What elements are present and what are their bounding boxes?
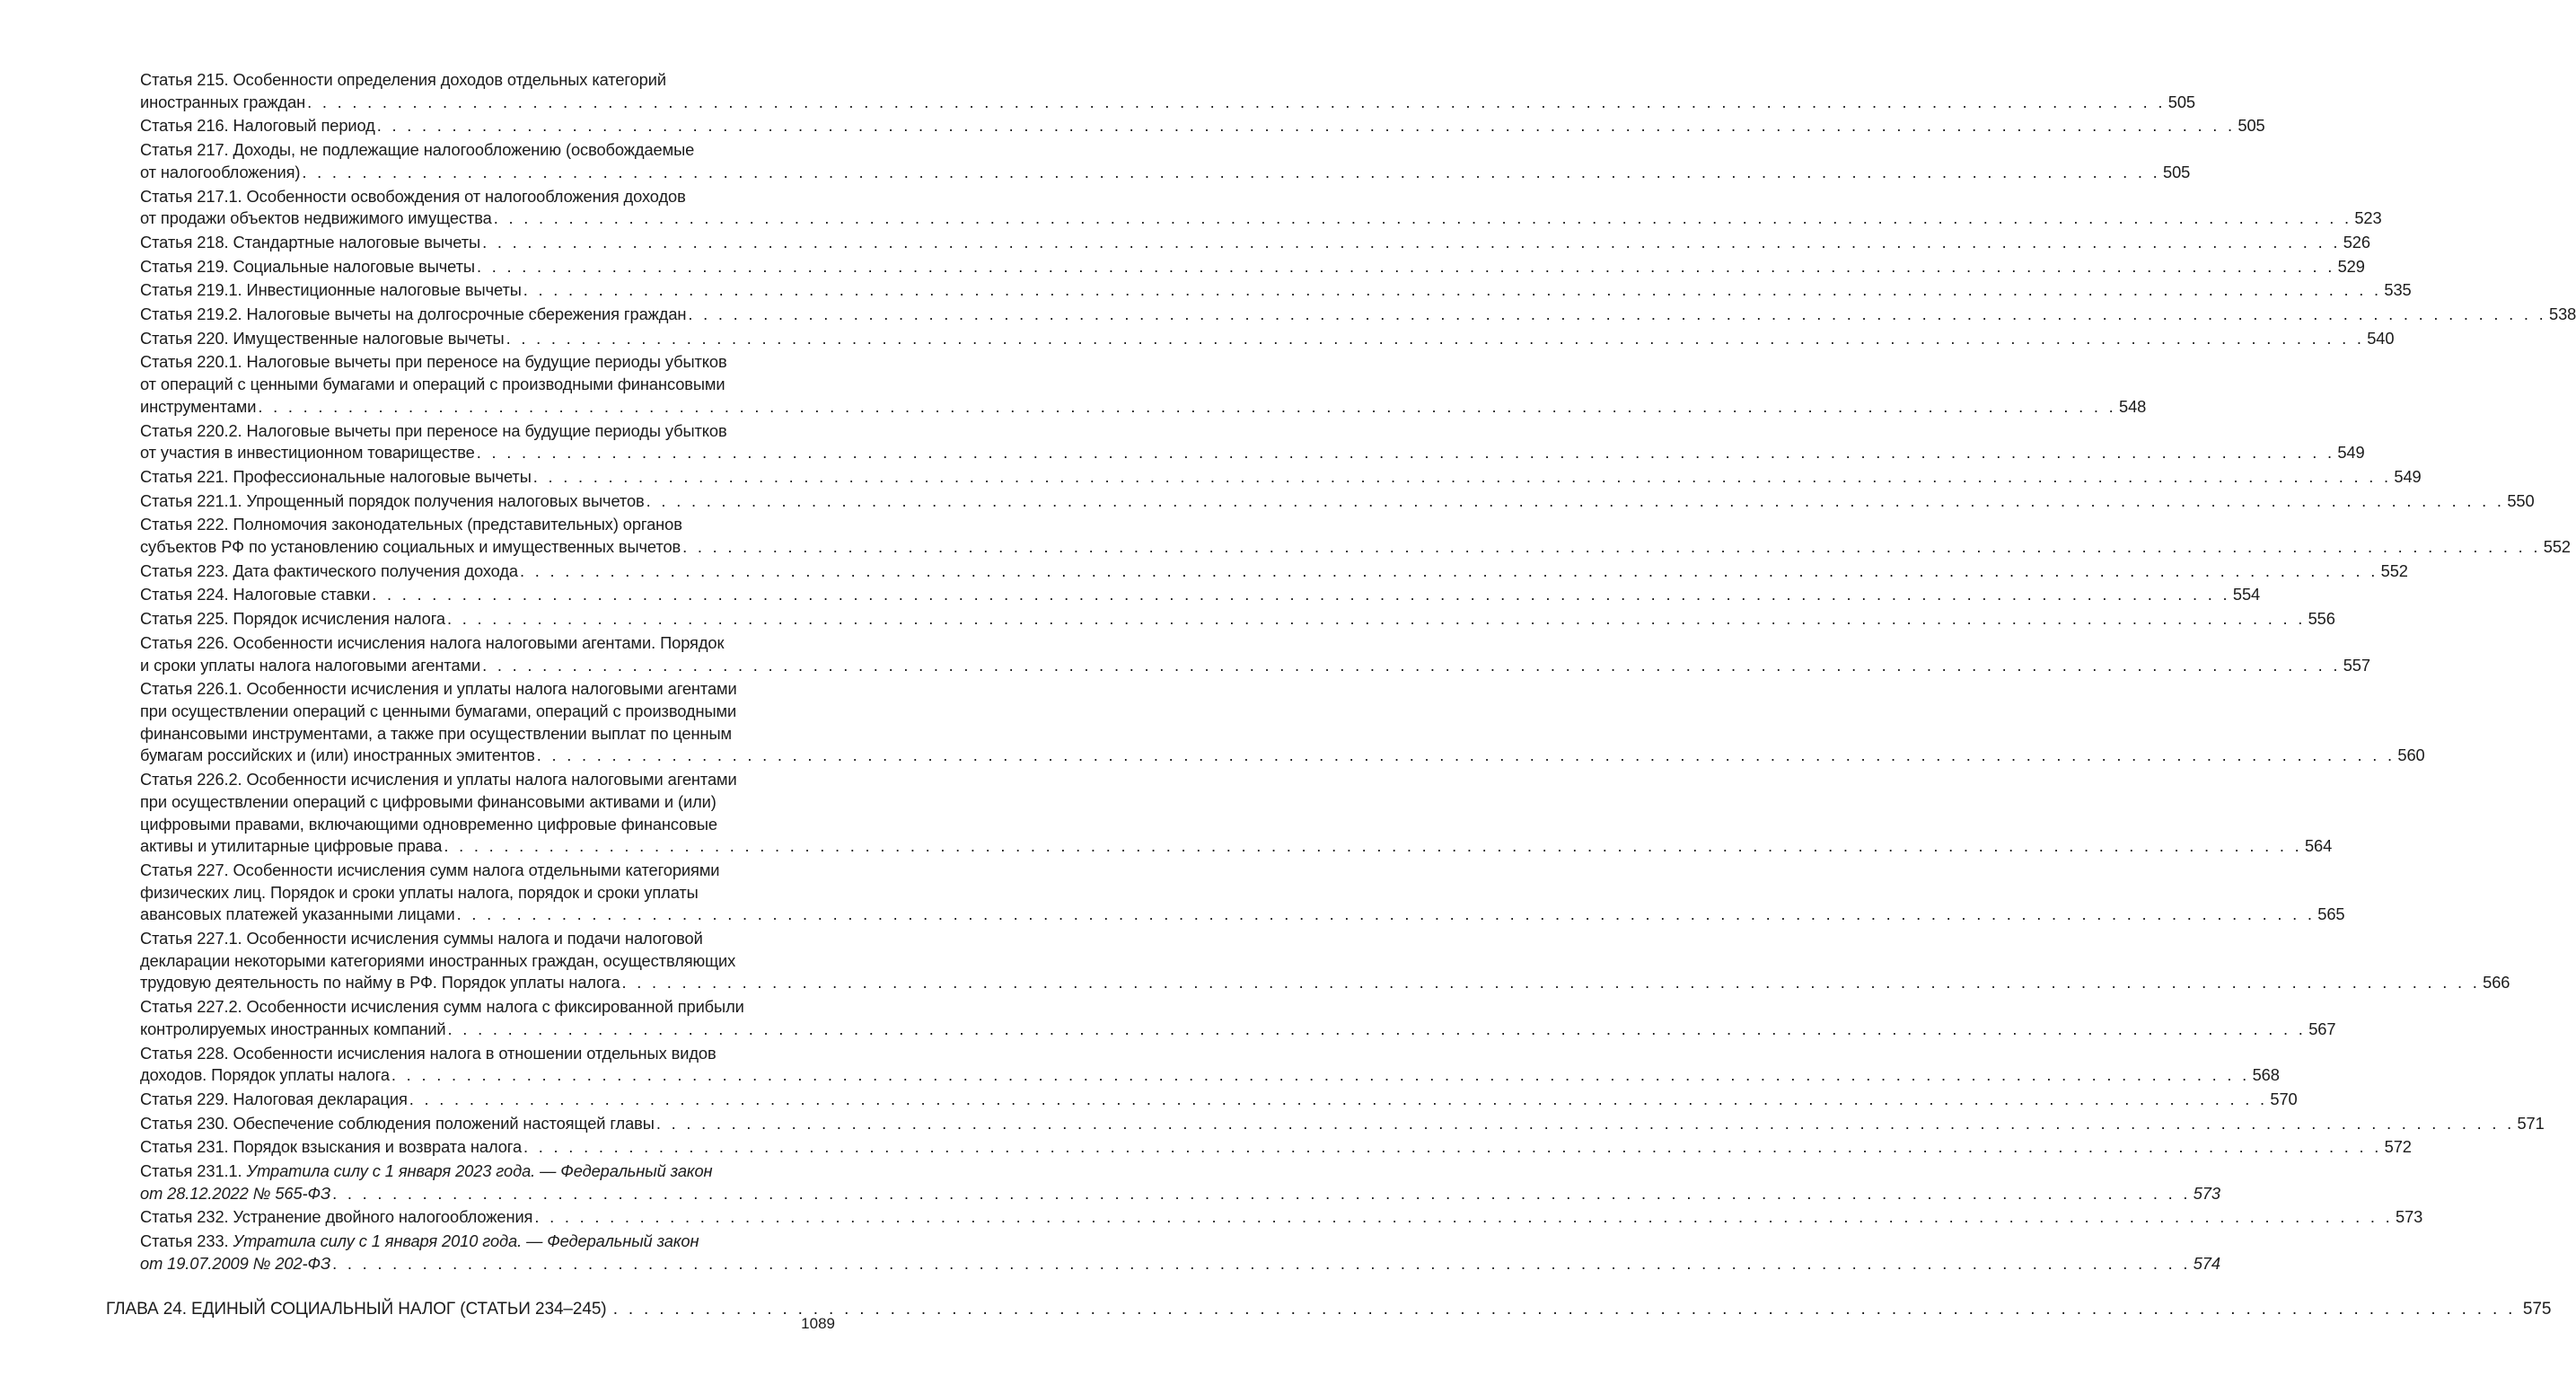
page-ref: 529 [2337, 256, 2365, 276]
page-ref: 566 [2483, 973, 2510, 993]
article-label: Статья 220. [140, 328, 229, 348]
page-ref: 573 [2396, 1207, 2423, 1227]
article-title: Особенности исчисления налога налоговыми агентами. Порядок [233, 632, 725, 652]
toc-line-text [140, 724, 732, 743]
article-title: авансовых платежей указанными лицами [140, 904, 455, 924]
toc-entry[interactable] [106, 584, 2261, 606]
page-ref: 572 [2384, 1137, 2412, 1157]
page-ref: 549 [2394, 466, 2422, 486]
chapter-page-number: 575 [2522, 1300, 2552, 1319]
toc-line-text [140, 187, 686, 206]
dot-leader [391, 1065, 2250, 1084]
article-title: Социальные налоговые вычеты [233, 256, 475, 276]
article-label: Статья 228. [140, 1043, 229, 1063]
toc-line [140, 1136, 2412, 1159]
page-ref: 505 [2238, 116, 2265, 136]
toc-line-text [140, 1137, 522, 1156]
toc-entry[interactable] [106, 139, 2191, 183]
toc-line-text [140, 140, 694, 159]
page-ref: 523 [2354, 208, 2382, 228]
toc-line [140, 928, 835, 950]
dot-leader [613, 1300, 2516, 1319]
toc-line [140, 1064, 2280, 1087]
dot-leader [258, 397, 2116, 416]
toc-entry[interactable] [106, 279, 2412, 302]
toc-line [140, 814, 835, 836]
dot-leader [409, 1090, 2268, 1108]
article-title: Утратила силу с 1 января 2023 года. — Федеральный закон [246, 1161, 713, 1181]
article-title: Особенности исчисления суммы налога и подачи налоговой [246, 929, 703, 948]
toc-entry[interactable] [106, 632, 2370, 676]
toc-entry[interactable] [106, 1113, 2545, 1135]
toc-line [140, 1160, 835, 1183]
toc-entry[interactable] [106, 608, 2335, 631]
article-label: Статья 219.2. [140, 304, 242, 324]
toc-line [140, 207, 2382, 230]
toc-line [140, 466, 2422, 489]
article-label: Статья 229. [140, 1089, 229, 1108]
article-title: Имущественные налоговые вычеты [233, 328, 505, 348]
article-title: трудовую деятельность по найму в РФ. Порядок уплаты налога [140, 973, 620, 993]
toc-line [140, 723, 835, 746]
article-title: цифровыми правами, включающими одновременно цифровые финансовые [140, 814, 717, 834]
toc-line-text [140, 116, 375, 135]
toc-line-text [140, 585, 370, 604]
dot-leader [332, 1184, 2191, 1203]
chapter-entry[interactable] [106, 1299, 2552, 1321]
article-title: Особенности исчисления сумм налога отдельными категориями [233, 860, 720, 879]
toc-line [140, 678, 835, 701]
toc-line-text [140, 537, 681, 556]
article-label: Статья 225. [140, 609, 229, 629]
toc-entry[interactable] [106, 1160, 2220, 1204]
dot-leader [523, 280, 2382, 299]
page-ref: 505 [2163, 162, 2191, 181]
toc-line-text [140, 973, 620, 992]
toc-line [140, 904, 2345, 926]
toc-line [140, 256, 2365, 278]
toc-line-text [140, 997, 744, 1016]
toc-line [140, 162, 2191, 184]
dot-leader [307, 93, 2166, 111]
page-ref: 548 [2119, 396, 2147, 416]
toc-line [140, 701, 835, 723]
toc-line [140, 442, 2365, 464]
article-title: Порядок взыскания и возврата налога [233, 1137, 523, 1157]
article-title: бумагам российских и (или) иностранных эмитентов [140, 746, 535, 765]
toc-line-text [140, 792, 717, 811]
dot-leader [377, 116, 2236, 135]
article-title: декларации некоторыми категориями иностранных граждан, осуществляющих [140, 950, 736, 970]
dot-leader [444, 836, 2302, 855]
article-title: Упрощенный порядок получения налоговых вычетов [246, 490, 645, 510]
toc-line [140, 1183, 2220, 1205]
page-ref: 535 [2384, 280, 2412, 300]
toc-line-text [140, 70, 666, 89]
dot-leader [688, 304, 2546, 323]
page-ref: 574 [2193, 1253, 2220, 1273]
article-title: Инвестиционные налоговые вычеты [246, 280, 522, 300]
toc-line-text [140, 860, 719, 879]
toc-entry[interactable] [106, 351, 2147, 418]
toc-line [140, 655, 2370, 677]
dot-leader [622, 973, 2481, 992]
toc-entry[interactable] [106, 678, 2425, 767]
dot-leader [682, 537, 2541, 556]
toc-line-text [140, 1114, 655, 1133]
toc-line-text [140, 883, 699, 902]
dot-leader [372, 585, 2230, 604]
toc-line [140, 608, 2335, 631]
article-label: Статья 217. [140, 140, 229, 160]
article-label: Статья 226.1. [140, 679, 242, 699]
page-ref: 567 [2308, 1019, 2336, 1038]
article-title: Налоговая декларация [233, 1089, 408, 1108]
toc-line [140, 769, 835, 791]
toc-line [140, 351, 835, 374]
article-label: Статья 231. [140, 1137, 229, 1157]
article-label: Статья 219.1. [140, 280, 242, 300]
toc-line-text [140, 1044, 717, 1063]
article-title: Налоговые вычеты при переносе на будущие периоды убытков [246, 420, 727, 440]
page-number: 1089 [801, 1315, 835, 1332]
page-ref: 550 [2507, 490, 2535, 510]
toc-line-text [140, 1254, 330, 1273]
toc-line-text [140, 421, 727, 440]
toc-entry[interactable] [106, 420, 2365, 464]
dot-leader [302, 163, 2160, 181]
article-title: от операций с ценными бумагами и операций с производными финансовыми [140, 375, 725, 394]
article-title: при осуществлении операций с цифровыми финансовыми активами и (или) [140, 791, 717, 811]
toc-line-text [140, 515, 682, 534]
toc-entry[interactable] [106, 490, 2535, 513]
toc-line-text [140, 1184, 330, 1203]
toc-line-text [140, 280, 522, 299]
toc-line-text [140, 163, 300, 181]
page-ref: 538 [2549, 304, 2576, 324]
article-title: Полномочия законодательных (представительных) органов [233, 515, 682, 534]
page-ref: 505 [2167, 92, 2195, 111]
dot-leader [477, 443, 2335, 462]
chapter-line [106, 1299, 2552, 1321]
article-title: Особенности освобождения от налогообложения доходов [246, 186, 686, 206]
article-title: Утратила силу с 1 января 2010 года. — Федеральный закон [233, 1231, 699, 1251]
dot-leader [332, 1254, 2191, 1273]
toc-line [140, 745, 2425, 767]
toc-line-text [140, 257, 475, 276]
toc-line-text [140, 904, 455, 923]
toc-line-text [140, 1065, 390, 1084]
article-title: от участия в инвестиционном товариществе [140, 443, 475, 463]
dot-leader [482, 656, 2341, 675]
article-label: Статья 219. [140, 256, 229, 276]
article-label: Статья 218. [140, 232, 229, 251]
toc-line [140, 882, 835, 904]
dot-leader [506, 329, 2365, 348]
toc-line-text [140, 633, 724, 652]
article-label: Статья 221. [140, 466, 229, 486]
article-title: от налогообложения) [140, 162, 301, 181]
page-ref: 540 [2367, 328, 2395, 348]
article-title: субъектов РФ по установлению социальных и имущественных вычетов [140, 537, 681, 557]
toc-entry[interactable] [106, 232, 2370, 254]
toc-entry[interactable] [106, 115, 2265, 137]
article-title: иностранных граждан [140, 92, 306, 111]
article-title: Дата фактического получения дохода [233, 560, 518, 580]
toc-entry[interactable] [106, 328, 2395, 350]
toc-line [140, 92, 2195, 114]
toc-line [140, 396, 2147, 419]
dot-leader [534, 1207, 2393, 1226]
toc-line [140, 420, 835, 443]
toc-line [140, 1231, 835, 1253]
toc-line [140, 490, 2535, 513]
page-ref: 554 [2232, 585, 2261, 604]
article-label: Статья 216. [140, 116, 229, 136]
article-title: Устранение двойного налогообложения [233, 1207, 533, 1227]
page-ref: 571 [2517, 1113, 2545, 1133]
toc-line [140, 860, 835, 882]
toc-line-text [140, 609, 445, 628]
toc-line-text [140, 1207, 532, 1226]
toc-line [140, 1253, 2220, 1275]
toc-line-text [140, 561, 518, 580]
toc-line-text [140, 375, 725, 393]
article-label: Статья 233. [140, 1231, 229, 1251]
article-title: Стандартные налоговые вычеты [233, 232, 481, 251]
article-title: Налоговые вычеты на долгосрочные сбережения граждан [246, 304, 687, 324]
article-label: Статья 227. [140, 860, 229, 879]
page-ref: 557 [2343, 655, 2370, 675]
article-title: доходов. Порядок уплаты налога [140, 1065, 390, 1085]
toc-entry[interactable] [106, 1231, 2220, 1275]
page-ref: 568 [2252, 1065, 2280, 1085]
toc-line [140, 1043, 835, 1065]
toc-line [140, 186, 835, 208]
toc-entry[interactable] [106, 1043, 2280, 1087]
dot-leader [477, 257, 2335, 276]
toc-line-text [140, 1019, 446, 1038]
toc-entry[interactable] [106, 69, 2195, 113]
toc-line-text [140, 467, 532, 486]
toc-line-text [140, 815, 717, 834]
toc-entry[interactable] [106, 466, 2422, 489]
toc-line [140, 374, 835, 396]
toc-line [140, 1113, 2545, 1135]
article-title: Особенности определения доходов отдельных категорий [233, 70, 666, 89]
toc-line-text [140, 397, 256, 416]
toc-line-text [140, 701, 736, 720]
toc-line [140, 232, 2370, 254]
chapter-title: ГЛАВА 24. ЕДИНЫЙ СОЦИАЛЬНЫЙ НАЛОГ (СТАТЬИ 234–245) [106, 1300, 607, 1319]
toc-line-text [140, 1161, 712, 1180]
article-title: активы и утилитарные цифровые права [140, 836, 443, 856]
toc-line-text [140, 1090, 408, 1108]
article-label: Статья 217.1. [140, 186, 242, 206]
toc-line-text [140, 491, 645, 510]
toc-line [140, 139, 835, 162]
toc-line-text [140, 208, 492, 227]
toc-line [140, 1089, 2298, 1111]
toc-line [140, 791, 835, 814]
article-title: Налоговые ставки [233, 585, 371, 604]
article-title: Доходы, не подлежащие налогообложению (освобождаемые [233, 140, 695, 160]
article-label: Статья 227.1. [140, 929, 242, 948]
toc-entry[interactable] [106, 304, 2576, 326]
toc-entry[interactable] [106, 1206, 2423, 1229]
dot-leader [656, 1114, 2515, 1133]
article-title: Налоговый период [233, 116, 375, 136]
toc-line-text [140, 929, 703, 948]
dot-leader [537, 746, 2396, 764]
page-ref: 573 [2193, 1183, 2220, 1203]
toc-line-text [140, 233, 480, 251]
article-title: и сроки уплаты налога налоговыми агентами [140, 655, 481, 675]
article-title: Налоговые вычеты при переносе на будущие периоды убытков [246, 352, 727, 372]
table-of-contents [106, 69, 2576, 1277]
page-ref: 552 [2543, 537, 2571, 557]
page-ref: 556 [2308, 609, 2335, 629]
article-title: при осуществлении операций с ценными бумагами, операций с производными [140, 701, 737, 720]
toc-line-text [140, 746, 535, 764]
dot-leader [457, 904, 2316, 923]
toc-entry[interactable] [106, 514, 2571, 558]
toc-line-text [140, 679, 737, 698]
toc-line-text [140, 304, 686, 323]
toc-line-text [140, 329, 505, 348]
article-label: Статья 220.2. [140, 420, 242, 440]
toc-entry[interactable] [106, 996, 2336, 1040]
dot-leader [447, 609, 2306, 628]
page-ref: 565 [2317, 904, 2345, 924]
toc-line-text [140, 352, 727, 371]
dot-leader [448, 1019, 2307, 1038]
toc-line [140, 560, 2408, 583]
toc-line [140, 536, 2571, 559]
toc-entry[interactable] [106, 1136, 2412, 1159]
article-title: физических лиц. Порядок и сроки уплаты налога, порядок и сроки уплаты [140, 882, 699, 902]
article-title: Обеспечение соблюдения положений настоящей главы [233, 1113, 655, 1133]
toc-line [140, 514, 835, 536]
toc-line-text [140, 443, 475, 462]
toc-line [140, 304, 2576, 326]
article-label: Статья 226.2. [140, 770, 242, 790]
toc-entry[interactable] [106, 560, 2408, 583]
page-ref: 560 [2397, 746, 2425, 765]
article-title: Особенности исчисления и уплаты налога налоговыми агентами [246, 770, 737, 790]
dot-leader [494, 208, 2352, 227]
page-ref: 526 [2343, 232, 2370, 251]
article-title: Профессиональные налоговые вычеты [233, 466, 532, 486]
article-title: Особенности исчисления и уплаты налога налоговыми агентами [246, 679, 737, 699]
toc-line-text [140, 656, 480, 675]
toc-line-text [140, 836, 442, 855]
toc-line-text [140, 1231, 699, 1250]
page-ref: 552 [2380, 560, 2408, 580]
article-title: от продажи объектов недвижимого имущества [140, 208, 492, 228]
dot-leader [523, 1137, 2382, 1156]
dot-leader [520, 561, 2378, 580]
toc-entry[interactable] [106, 928, 2510, 994]
toc-line [140, 69, 835, 92]
dot-leader [482, 233, 2341, 251]
toc-line [140, 950, 835, 973]
article-title: контролируемых иностранных компаний [140, 1019, 446, 1038]
toc-line [140, 328, 2395, 350]
article-title: Особенности исчисления сумм налога с фиксированной прибыли [246, 997, 744, 1017]
article-title: Порядок исчисления налога [233, 609, 445, 629]
page-ref: 564 [2304, 836, 2333, 856]
article-title: финансовыми инструментами, а также при осуществлении выплат по ценным [140, 723, 732, 743]
article-label: Статья 223. [140, 560, 229, 580]
toc-line [140, 996, 835, 1019]
toc-line-text [140, 770, 737, 789]
toc-line [140, 584, 2261, 606]
article-label: Статья 226. [140, 632, 229, 652]
toc-line [140, 835, 2333, 858]
toc-entry[interactable] [106, 256, 2365, 278]
article-title: от 28.12.2022 № 565-ФЗ [140, 1183, 331, 1203]
article-label: Статья 227.2. [140, 997, 242, 1017]
article-label: Статья 224. [140, 585, 229, 604]
toc-line [140, 279, 2412, 302]
toc-entry[interactable] [106, 860, 2345, 926]
toc-line [140, 972, 2510, 994]
article-title: от 19.07.2009 № 202-ФЗ [140, 1253, 331, 1273]
page-ref: 570 [2270, 1089, 2298, 1108]
toc-entry[interactable] [106, 1089, 2298, 1111]
article-label: Статья 220.1. [140, 352, 242, 372]
dot-leader [533, 467, 2392, 486]
dot-leader [646, 491, 2505, 510]
toc-line [140, 115, 2265, 137]
toc-line [140, 1206, 2423, 1229]
article-label: Статья 231.1. [140, 1161, 242, 1181]
article-label: Статья 221.1. [140, 490, 242, 510]
article-label: Статья 222. [140, 515, 229, 534]
article-title: инструментами [140, 396, 257, 416]
toc-line [140, 632, 835, 655]
toc-line-text [140, 951, 735, 970]
article-label: Статья 232. [140, 1207, 229, 1227]
page-ref: 549 [2337, 443, 2365, 463]
article-label: Статья 230. [140, 1113, 229, 1133]
article-title: Особенности исчисления налога в отношении отдельных видов [233, 1043, 717, 1063]
toc-line [140, 1019, 2336, 1041]
toc-line-text [140, 93, 305, 111]
toc-entry[interactable] [106, 769, 2333, 858]
article-label: Статья 215. [140, 70, 229, 89]
toc-entry[interactable] [106, 186, 2382, 230]
